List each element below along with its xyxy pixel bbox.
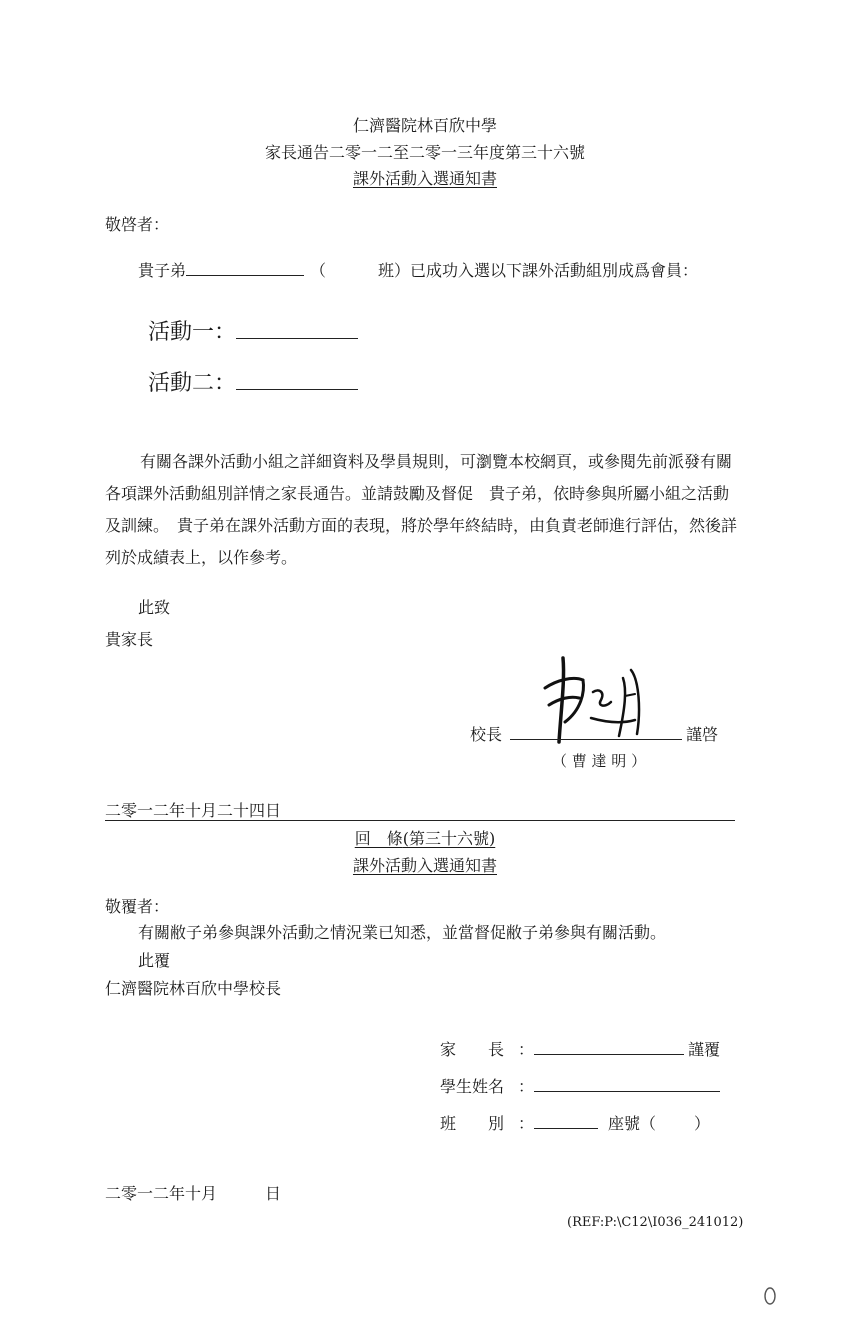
class-colon: ： (518, 1114, 535, 1133)
reply-date: 二零一二年十月 日 (105, 1184, 282, 1203)
seat-label: 座號（ (608, 1114, 657, 1133)
parent-colon: ： (518, 1040, 535, 1059)
reply-addressee: 仁濟醫院林百欣中學校長 (105, 979, 282, 998)
closing-to: 此致 (138, 598, 171, 617)
notice-title: 課外活動入選通知書 (352, 169, 497, 188)
activity-one-blank (236, 337, 358, 339)
class-label: 班 別 (440, 1114, 505, 1133)
principal-sign-line (470, 722, 718, 745)
reply-text: 有關敝子弟參與課外活動之情況業已知悉，並當督促敝子弟參與有關活動。 (138, 923, 667, 942)
body-paragraph: 有關各課外活動小組之詳細資料及學員規則，可瀏覽本校網頁，或參閱先前派發有關各項課外活動組別詳情之家長通告。並請鼓勵及督促 貴子弟，依時參與所屬小組之活動及訓練。 貴子弟在課外活動方面的表現，將於學年終結時，由負責老師進行評估，然後詳列於成績表上，以作參考。 (105, 452, 738, 567)
class-blank[interactable] (534, 1127, 598, 1129)
reply-greeting: 敬覆者： (105, 897, 170, 916)
student-name-colon: ： (518, 1077, 535, 1096)
school-name: 仁濟醫院林百欣中學 (352, 116, 497, 135)
reply-subtitle: 課外活動入選通知書 (352, 856, 497, 875)
class-field (440, 1111, 710, 1134)
issue-date: 二零一二年十月二十四日 (105, 801, 282, 820)
pencil-mark-icon (762, 1285, 778, 1307)
parent-signature-blank[interactable] (534, 1053, 684, 1055)
greeting: 敬啓者： (105, 215, 170, 234)
parent-field (440, 1037, 720, 1060)
reply-title-number: (第三十六號) (402, 829, 496, 848)
student-name-field (440, 1074, 720, 1097)
notice-number: 家長通告二零一二至二零一三年度第三十六號 (264, 143, 585, 162)
student-name-blank (186, 274, 304, 276)
seat-close: ） (694, 1114, 711, 1133)
reply-closing: 此覆 (138, 951, 171, 970)
closing-recipient: 貴家長 (105, 630, 154, 649)
activity-one (148, 315, 358, 346)
principal-name: （ 曹 達 明 ） (552, 752, 647, 770)
tear-line (105, 820, 735, 821)
principal-suffix: 謹啓 (686, 725, 719, 744)
open-paren: （ (310, 261, 327, 280)
activity-two-blank (236, 388, 358, 390)
student-prefix: 貴子弟 (138, 261, 187, 280)
student-line-suffix: 班）已成功入選以下課外活動組別成爲會員： (378, 261, 699, 280)
parent-label: 家 長 (440, 1040, 505, 1059)
student-line (138, 258, 698, 281)
reply-title (0, 826, 850, 849)
reference-code: (REF:P:\C12\I036_241012) (567, 1215, 744, 1230)
activity-two (148, 366, 358, 397)
student-name-input-blank[interactable] (534, 1090, 720, 1092)
student-name-label: 學生姓名 (440, 1077, 505, 1096)
parent-suffix: 謹覆 (688, 1040, 721, 1059)
activity-two-label: 活動二： (148, 371, 237, 396)
reply-title-main: 回 條 (354, 829, 403, 848)
principal-signature-blank (510, 738, 682, 740)
activity-one-label: 活動一： (148, 320, 237, 345)
principal-label: 校長 (470, 725, 503, 744)
